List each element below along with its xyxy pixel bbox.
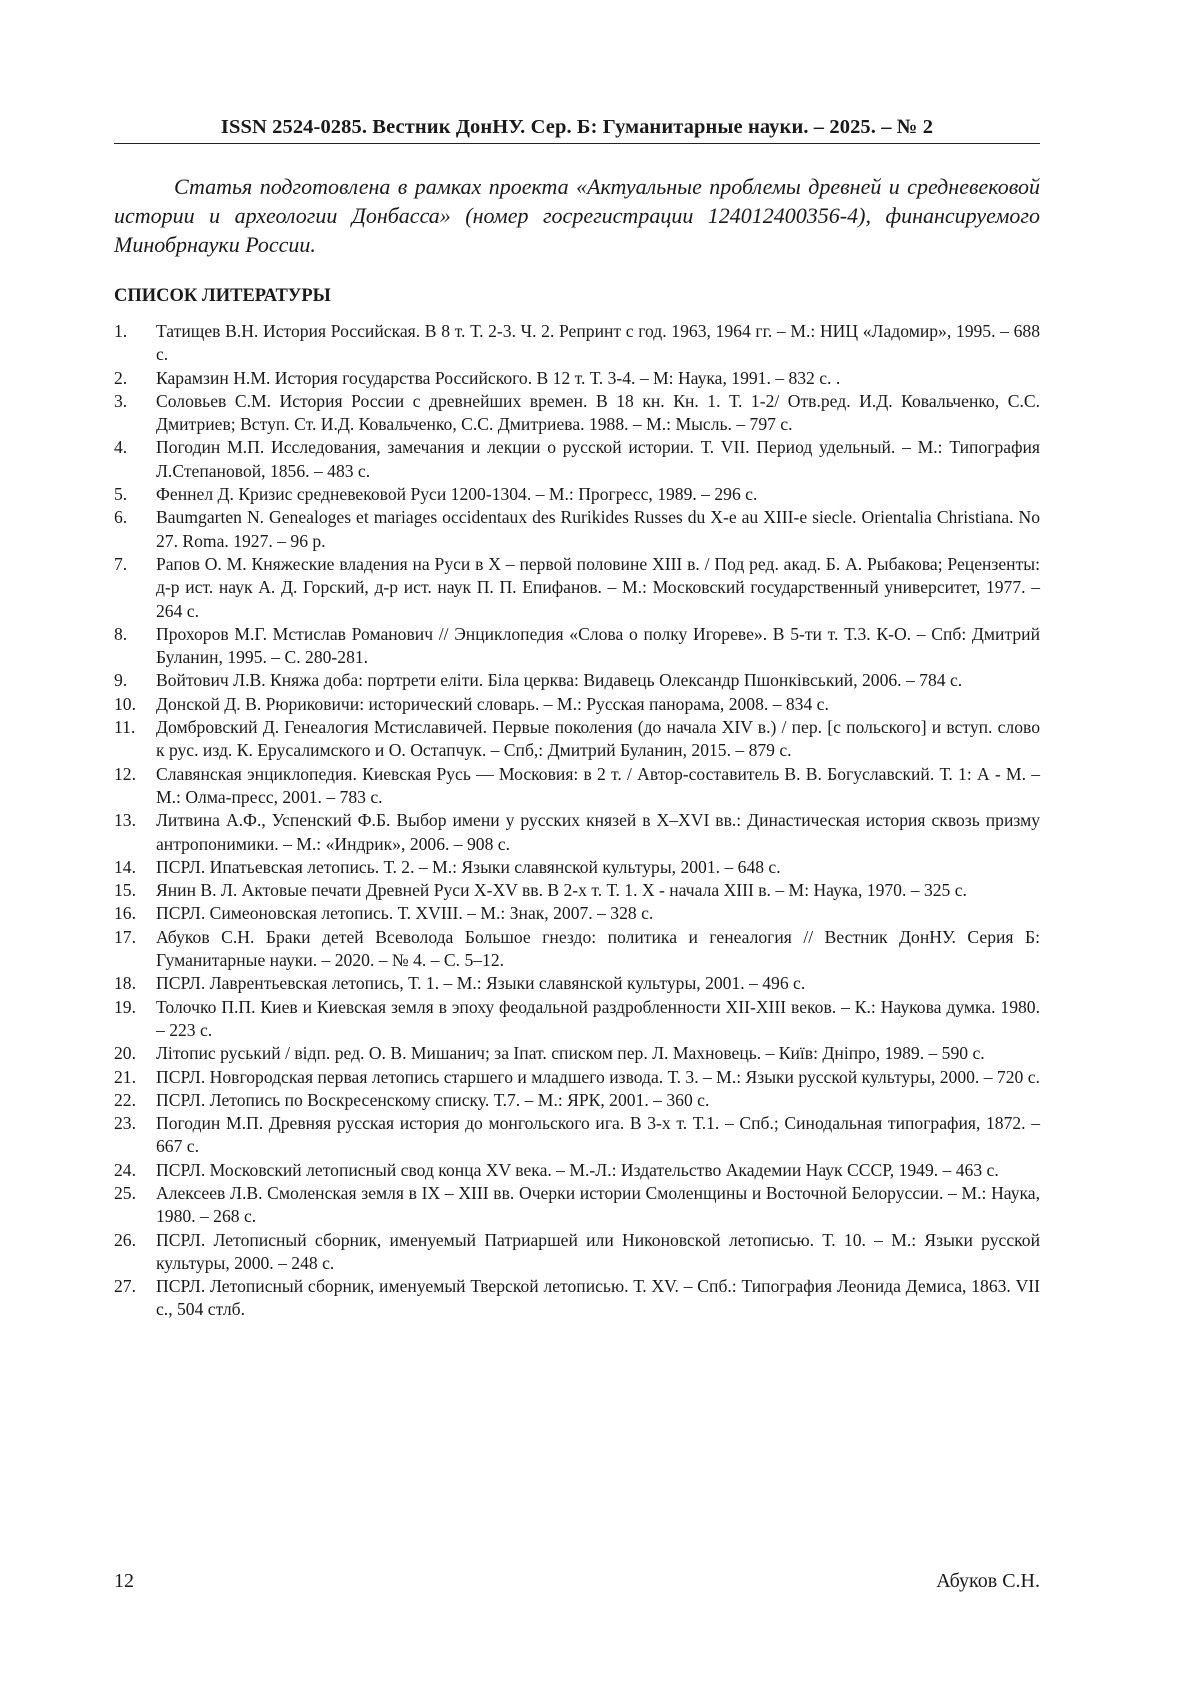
reference-item xyxy=(114,1112,1040,1159)
reference-number: 19. xyxy=(114,996,136,1017)
reference-number: 10. xyxy=(114,693,136,714)
reference-item xyxy=(114,390,1040,437)
reference-item xyxy=(114,809,1040,856)
reference-number: 26. xyxy=(114,1229,136,1250)
reference-text: Донской Д. В. Рюриковичи: исторический словарь. – М.: Русская панорама, 2008. – 834 с. xyxy=(156,693,829,714)
reference-text: ПСРЛ. Летопись по Воскресенскому списку. Т.7. – М.: ЯРК, 2001. – 360 с. xyxy=(156,1089,710,1110)
reference-item xyxy=(114,996,1040,1043)
reference-text: Феннел Д. Кризис средневековой Руси 1200-1304. – М.: Прогресс, 1989. – 296 с. xyxy=(156,484,758,505)
reference-text: Прохоров М.Г. Мстислав Романович // Энциклопедия «Слова о полку Игореве». В 5-ти т. Т.3. К-О. – Спб: Дмитрий Буланин, 1995. – С. 280-281. xyxy=(156,623,1040,668)
running-header: ISSN 2524-0285. Вестник ДонНУ. Сер. Б: Гуманитарные науки. – 2025. – № 2 xyxy=(220,116,934,138)
reference-item xyxy=(114,1275,1040,1322)
reference-number: 2. xyxy=(114,367,128,388)
reference-text: ПСРЛ. Московский летописный свод конца XV века. – М.-Л.: Издательство Академии Наук СССР, 1949. – 463 с. xyxy=(156,1159,999,1180)
reference-text: Абуков С.Н. Браки детей Всеволода Большое гнездо: политика и генеалогия // Вестник ДонНУ. Серия Б: Гуманитарные науки. – 2020. – № 4. – С. 5–12. xyxy=(156,926,1040,971)
reference-item xyxy=(114,483,1040,506)
reference-number: 27. xyxy=(114,1276,136,1297)
reference-number: 12. xyxy=(114,763,136,784)
reference-number: 22. xyxy=(114,1089,136,1110)
reference-item xyxy=(114,1042,1040,1065)
reference-text: ПСРЛ. Симеоновская летопись. Т. XVIII. – М.: Знак, 2007. – 328 с. xyxy=(156,903,654,924)
reference-text: Литвина А.Ф., Успенский Ф.Б. Выбор имени у русских князей в X–XVI вв.: Династическая история сквозь призму антропонимики. – М.: «Индрик», 2006. – 908 с. xyxy=(156,810,1040,854)
reference-item xyxy=(114,436,1040,483)
reference-text: ПСРЛ. Лаврентьевская летопись, Т. 1. – М.: Языки славянской культуры, 2001. – 496 с. xyxy=(156,973,806,994)
reference-text: Татищев В.Н. История Российская. В 8 т. Т. 2-3. Ч. 2. Репринт с год. 1963, 1964 гг. – М.: НИЦ «Ладомир», 1995. – 688 с. xyxy=(156,321,1040,365)
reference-item xyxy=(114,553,1040,623)
reference-number: 6. xyxy=(114,507,128,528)
reference-text: Погодин М.П. Древняя русская история до монгольского ига. В 3-х т. Т.1. – Спб.; Синодальная типография, 1872. – 667 с. xyxy=(156,1113,1040,1157)
reference-item xyxy=(114,926,1040,973)
reference-number: 1. xyxy=(114,321,128,341)
reference-item xyxy=(114,367,1040,390)
reference-text: ПСРЛ. Ипатьевская летопись. Т. 2. – М.: Языки славянской культуры, 2001. – 648 с. xyxy=(156,856,781,877)
references-list xyxy=(114,320,1040,1322)
reference-number: 13. xyxy=(114,810,136,831)
reference-text: Домбровский Д. Генеалогия Мстиславичей. Первые поколения (до начала XIV в.) / пер. [с польского] и вступ. слово к рус. изд. К. Ерусалимского и О. Остапчук. – Спб,: Дмитрий Буланин, 2015. – 879 с. xyxy=(156,717,1040,761)
reference-text: Рапов О. М. Княжеские владения на Руси в X – первой половине XIII в. / Под ред. акад. Б. А. Рыбакова; Рецензенты: д-р ист. наук А. Д. Горский, д-р ист. наук П. П. Епифанов. – М.: Московский государственный университет, 1977. – 264 с. xyxy=(156,553,1040,621)
reference-text: Погодин М.П. Исследования, замечания и лекции о русской истории. Т. VII. Период удельный. – М.: Типография Л.Степановой, 1856. – 483 с. xyxy=(156,437,1040,481)
footer-author: Абуков С.Н. xyxy=(936,1570,1040,1592)
reference-item xyxy=(114,1066,1040,1089)
reference-item xyxy=(114,1182,1040,1229)
reference-number: 7. xyxy=(114,553,128,574)
reference-item xyxy=(114,902,1040,925)
page-number: 12 xyxy=(114,1570,134,1592)
reference-item xyxy=(114,623,1040,670)
reference-number: 15. xyxy=(114,880,136,901)
reference-text: Толочко П.П. Киев и Киевская земля в эпоху феодальной раздробленности XII-XIII веков. – К.: Наукова думка. 1980. – 223 с. xyxy=(156,996,1040,1040)
reference-number: 11. xyxy=(114,717,136,738)
reference-number: 5. xyxy=(114,484,128,505)
reference-number: 14. xyxy=(114,856,136,877)
reference-item xyxy=(114,320,1040,367)
reference-number: 17. xyxy=(114,926,136,947)
reference-number: 4. xyxy=(114,437,128,458)
reference-text: Карамзин Н.М. История государства Российского. В 12 т. Т. 3-4. – М: Наука, 1991. – 832 с. . xyxy=(156,367,841,388)
reference-item xyxy=(114,506,1040,553)
reference-text: Войтович Л.В. Княжа доба: портрети еліти. Біла церква: Видавець Олександр Пшонківський, 2006. – 784 с. xyxy=(156,670,963,691)
reference-number: 3. xyxy=(114,390,128,411)
reference-text: Славянская энциклопедия. Киевская Русь — Московия: в 2 т. / Автор-составитель В. В. Богуславский. Т. 1: А - М. – М.: Олма-пресс, 2001. – 783 с. xyxy=(156,763,1040,807)
reference-item xyxy=(114,1159,1040,1182)
reference-number: 20. xyxy=(114,1043,136,1064)
reference-text: Соловьев С.М. История России с древнейших времен. В 18 кн. Кн. 1. Т. 1-2/ Отв.ред. И.Д. Ковальченко, С.С. Дмитриев; Вступ. Ст. И.Д. Ковальченко, С.С. Дмитриева. 1988. – М.: Мысль. – 797 с. xyxy=(156,390,1040,435)
reference-item xyxy=(114,1229,1040,1276)
reference-item xyxy=(114,856,1040,879)
reference-number: 25. xyxy=(114,1182,136,1203)
reference-number: 9. xyxy=(114,670,128,691)
reference-item xyxy=(114,879,1040,902)
reference-item xyxy=(114,972,1040,995)
reference-item xyxy=(114,693,1040,716)
funding-note: Статья подготовлена в рамках проекта «Актуальные проблемы древней и средневековой истории и археологии Донбасса» (номер госрегистрации 124012400356-4), финансируемого Минобрнауки России. xyxy=(114,174,1040,257)
reference-text: Baumgarten N. Genealoges et mariages occidentaux des Rurikides Russes du X-e au XIII-e siecle. Orientalia Christiana. No 27. Roma. 1927. – 96 p. xyxy=(156,507,1040,551)
reference-item xyxy=(114,716,1040,763)
reference-text: ПСРЛ. Летописный сборник, именуемый Патриаршей или Никоновской летописью. Т. 10. – М.: Языки русской культуры, 2000. – 248 с. xyxy=(156,1229,1040,1273)
reference-item xyxy=(114,763,1040,810)
reference-number: 16. xyxy=(114,903,136,924)
reference-number: 24. xyxy=(114,1159,136,1180)
reference-text: Янин В. Л. Актовые печати Древней Руси X-XV вв. В 2-х т. Т. 1. X - начала XIII в. – М: Наука, 1970. – 325 с. xyxy=(156,880,967,901)
reference-number: 18. xyxy=(114,973,136,994)
reference-text: ПСРЛ. Летописный сборник, именуемый Тверской летописью. Т. XV. – Спб.: Типография Леонида Демиса, 1863. VII с., 504 стлб. xyxy=(156,1276,1040,1320)
references-heading: СПИСОК ЛИТЕРАТУРЫ xyxy=(114,286,331,306)
reference-text: Літопис руський / відп. ред. О. В. Мишанич; за Іпат. списком пер. Л. Махновець. – Київ: Дніпро, 1989. – 590 с. xyxy=(156,1043,985,1064)
header-divider xyxy=(114,143,1040,144)
reference-number: 23. xyxy=(114,1113,136,1134)
reference-item xyxy=(114,669,1040,692)
reference-item xyxy=(114,1089,1040,1112)
reference-number: 21. xyxy=(114,1066,136,1087)
reference-number: 8. xyxy=(114,623,128,644)
reference-text: ПСРЛ. Новгородская первая летопись старшего и младшего извода. Т. 3. – М.: Языки русской культуры, 2000. – 720 с. xyxy=(156,1066,1040,1087)
reference-text: Алексеев Л.В. Смоленская земля в IX – XIII вв. Очерки истории Смоленщины и Восточной Белоруссии. – М.: Наука, 1980. – 268 с. xyxy=(156,1182,1040,1227)
